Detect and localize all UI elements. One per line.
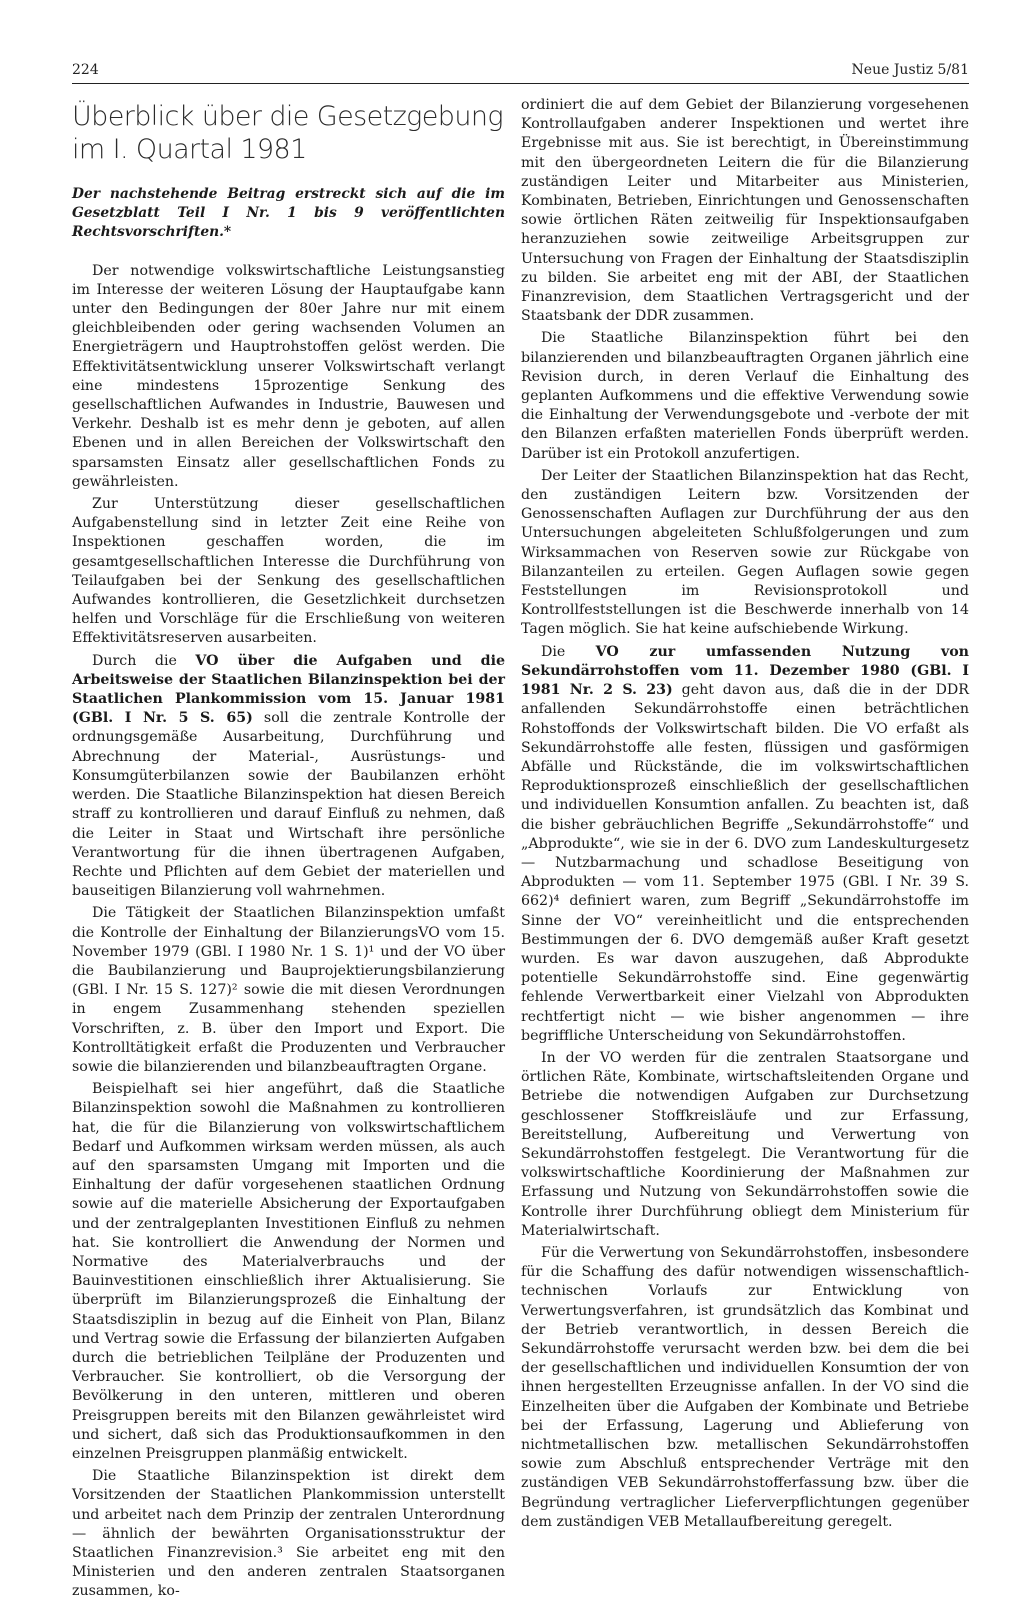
article-intro: Der nachstehende Beitrag erstreckt sich auf die im Gesetzblatt Teil I Nr. 1 bis 9 veröffentlichten Rechtsvorschriften.* <box>72 186 505 241</box>
paragraph-text: Durch die <box>92 652 196 669</box>
paragraph: In der VO werden für die zentralen Staatsorgane und örtlichen Räte, Kombinate, wirtschaftsleitenden Organe und Betriebe die notwendigen Aufgaben zur Durchsetzung geschlossener Stoffkreisläufe und zur Erfassung, Bereitstellung, Aufbereitung und Verwertung von Sekundärrohstoffen festgelegt. Die Verantwortung für die volkswirtschaftliche Koordinierung der Maßnahmen zur Erfassung und Nutzung von Sekundärrohstoffen sowie die Kontrolle ihrer Durchführung obliegt dem Ministerium für Materialwirtschaft. <box>521 1049 969 1239</box>
header-rule <box>72 83 969 84</box>
paragraph: Die Staatliche Bilanzinspektion führt bei den bilanzierenden und bilanzbeauftragten Organen jährlich eine Revision durch, in deren Verlauf die Einhaltung des geplanten Aufkommens und die effektive Verwendung sowie die Einhaltung der Verwendungsgebote und -verbote der mit den Bilanzen erfaßten materiellen Fonds überprüft werden. Darüber ist ein Protokoll anzufertigen. <box>521 330 969 462</box>
journal-issue: Neue Justiz 5/81 <box>851 62 969 78</box>
paragraph: Der notwendige volkswirtschaftliche Leistungsanstieg im Interesse der weiteren Lösung der Hauptaufgabe kann unter den Bedingungen der 80er Jahre nur mit einem gleichbleibenden oder gering wachsenden Volumen an Energieträgern und Hauptrohstoffen gelöst werden. Die Effektivitätsentwicklung unserer Volkswirtschaft verlangt eine mindestens 15prozentige Senkung des gesellschaftlichen Aufwandes in Industrie, Bauwesen und Verkehr. Deshalb ist es mehr denn je geboten, auf allen Ebenen und in allen Bereichen der Volkswirtschaft den sparsamsten Einsatz aller gesellschaftlichen Fonds zu gewährleisten. <box>72 262 505 490</box>
paragraph-text: Die <box>541 643 596 660</box>
paragraph-text: soll die zentrale Kontrolle der ordnungsgemäße Ausarbeitung, Durchführung und Abrechnung der Material-, Ausrüstungs- und Konsumgüterbilanzen sowie der Baubilanzen erhöht werden. Die Staatliche Bilanzinspektion hat diesen Bereich straff zu kontrollieren und darauf Einfluß zu nehmen, daß die Leiter in Staat und Wirtschaft ihre persönliche Verantwortung für die ihnen übertragenen Aufgaben, Rechte und Pflichten auf dem Gebiet der materiellen und bauseitigen Bilanzierung voll wahrnehmen. <box>72 710 505 900</box>
paragraph: Zur Unterstützung dieser gesellschaftlichen Aufgabenstellung sind in letzter Zeit eine Reihe von Inspektionen geschaffen worden, die im gesamtgesellschaftlichen Interesse die Durchführung von Teilaufgaben bei der Senkung des gesellschaftlichen Aufwandes kontrollieren, die Gesetzlichkeit durchsetzen helfen und Vorschläge für die Erschließung von weiteren Effektivitätsreserven ausarbeiten. <box>72 496 505 647</box>
paragraph <box>521 643 969 1046</box>
article-title-line-1: Überblick über die Gesetzgebung <box>72 101 503 132</box>
regulation-citation: VO über die Aufgaben und die Arbeitsweise der Staatlichen Bilanzinspektion bei der Staatlichen Plankommission vom 15. Januar 1981 (GBl. I Nr. 5 S. 65) <box>72 652 505 727</box>
regulation-citation: VO zur umfassenden Nutzung von Sekundärrohstoffen vom 11. Dezember 1980 (GBl. I 1981 Nr. 2 S. 23) <box>521 643 969 699</box>
paragraph: Für die Verwertung von Sekundärrohstoffen, insbesondere für die Schaffung des dafür notwendigen wissenschaftlich-technischen Vorlaufs zur Entwicklung von Verwertungsverfahren, ist grundsätzlich das Kombinat und der Betrieb verantwortlich, in dessen Bereich die Sekundärrohstoffe verursacht werden bzw. bei dem die bei der gesellschaftlichen und individuellen Konsumtion der von ihnen hergestellten Erzeugnisse anfallen. In der VO sind die Einzelheiten über die Aufgaben der Kombinate und Betriebe bei der Erfassung, Lagerung und Ablieferung von nichtmetallischen bzw. metallischen Sekundärrohstoffen sowie zum Abschluß entsprechender Verträge mit den zuständigen VEB Sekundärrohstofferfassung bzw. über die Begründung vertraglicher Lieferverpflichtungen gegenüber dem zuständigen VEB Metallaufbereitung geregelt. <box>521 1244 969 1530</box>
right-column <box>521 96 969 1535</box>
paragraph: Beispielhaft sei hier angeführt, daß die Staatliche Bilanzinspektion sowohl die Maßnahmen zu kontrollieren hat, die für die Bilanzierung von volkswirtschaftlichem Bedarf und Aufkommen wirksam werden müssen, als auch auf den sparsamsten Umgang mit Importen und die Einhaltung der dafür vorgesehenen staatlichen Ordnung sowie auf die materielle Absicherung der Exportaufgaben und der zentralgeplanten Investitionen Einfluß zu nehmen hat. Sie kontrolliert die Anwendung der Normen und Normative des Materialverbrauchs und der Bauinvestitionen einschließlich ihrer Aktualisierung. Sie überprüft im Bilanzierungsprozeß die Einhaltung der Staatsdisziplin in bezug auf die Einheit von Plan, Bilanz und Vertrag sowie die Erfassung der bilanzierten Aufgaben durch die betrieblichen Teilpläne der Produzenten und Verbraucher. Sie kontrolliert, ob die Versorgung der Bevölkerung in den unteren, mittleren und oberen Preisgruppen bereits mit den Bilanzen gewährleistet wird und sichert, daß sich das Produktionsaufkommen in den einzelnen Preisgruppen planmäßig entwickelt. <box>72 1081 505 1462</box>
article-title <box>72 100 505 166</box>
left-column <box>72 96 505 1605</box>
paragraph <box>72 652 505 902</box>
paragraph: Die Tätigkeit der Staatlichen Bilanzinspektion umfaßt die Kontrolle der Einhaltung der BilanzierungsVO vom 15. November 1979 (GBl. I 1980 Nr. 1 S. 1)¹ und der VO über die Baubilanzierung und Bauprojektierungsbilanzierung (GBl. I Nr. 15 S. 127)² sowie die mit diesen Verordnungen in engem Zusammenhang stehenden speziellen Vorschriften, z. B. über den Import und Export. Die Kontrolltätigkeit erfaßt die Produzenten und Verbraucher sowie die bilanzierenden und bilanzbeauftragten Organe. <box>72 905 505 1075</box>
page-number: 224 <box>72 62 99 78</box>
paragraph-text: geht davon aus, daß die in der DDR anfallenden Sekundärrohstoffe einen beträchtlichen Rohstoffonds der Volkswirtschaft bilden. Die VO erfaßt als Sekundärrohstoffe alle festen, flüssigen und gasförmigen Abfälle und Rückstände, die im volkswirtschaftlichen Reproduktionsprozeß einschließlich der gesellschaftlichen und individuellen Konsumtion anfallen. Zu beachten ist, daß die bisher gebräuchlichen Begriffe „Sekundärrohstoffe“ und „Abprodukte“, wie sie in der 6. DVO zum Landeskulturgesetz — Nutzbarmachung und schadlose Beseitigung von Abprodukten — vom 11. September 1975 (GBl. I Nr. 39 S. 662)⁴ definiert waren, zum Begriff „Sekundärrohstoffe im Sinne der VO“ vereinheitlicht und die entsprechenden Bestimmungen der 6. DVO demgemäß außer Kraft gesetzt wurden. Es war davon auszugehen, daß Abprodukte potentielle Sekundärrohstoffe sind. Eine gegenwärtig fehlende Verwertbarkeit einer Vielzahl von Abprodukten rechtfertigt nicht — wie bisher angenommen — ihre begriffliche Unterscheidung von Sekundärrohstoffen. <box>521 682 969 1044</box>
paragraph: ordiniert die auf dem Gebiet der Bilanzierung vorgesehenen Kontrollaufgaben anderer Inspektionen und wertet ihre Ergebnisse mit aus. Sie ist berechtigt, in Übereinstimmung mit den übergeordneten Leitern die für die Bilanzierung zuständigen Leiter und Mitarbeiter aus Ministerien, Kombinaten, Betrieben, Einrichtungen und Genossenschaften sowie örtlichen Räten zeitweilig für Inspektionsaufgaben heranzuziehen sowie zeitweilige Arbeitsgruppen zur Untersuchung von Fragen der Einhaltung der Staatsdisziplin zu bilden. Sie arbeitet eng mit der ABI, der Staatlichen Finanzrevision, dem Staatlichen Vertragsgericht und der Staatsbank der DDR zusammen. <box>521 97 969 325</box>
paragraph: Der Leiter der Staatlichen Bilanzinspektion hat das Recht, den zuständigen Leitern bzw. Vorsitzenden der Genossenschaften Auflagen zur Durchführung der aus den Untersuchungen abgeleiteten Schlußfolgerungen und zum Wirksammachen von Reserven sowie zur Rückgabe von Bilanzanteilen zu erteilen. Gegen Auflagen sowie gegen Feststellungen im Revisionsprotokoll und Kontrollfeststellungen ist die Beschwerde innerhalb von 14 Tagen möglich. Sie hat keine aufschiebende Wirkung. <box>521 467 969 638</box>
paragraph: Die Staatliche Bilanzinspektion ist direkt dem Vorsitzenden der Staatlichen Plankommission unterstellt und arbeitet nach dem Prinzip der zentralen Unterordnung — ähnlich der bewährten Organisationsstruktur der Staatlichen Finanzrevision.³ Sie arbeitet eng mit den Ministerien und den anderen zentralen Staatsorganen zusammen, ko- <box>72 1468 505 1600</box>
article-title-line-2: im I. Quartal 1981 <box>72 134 307 165</box>
